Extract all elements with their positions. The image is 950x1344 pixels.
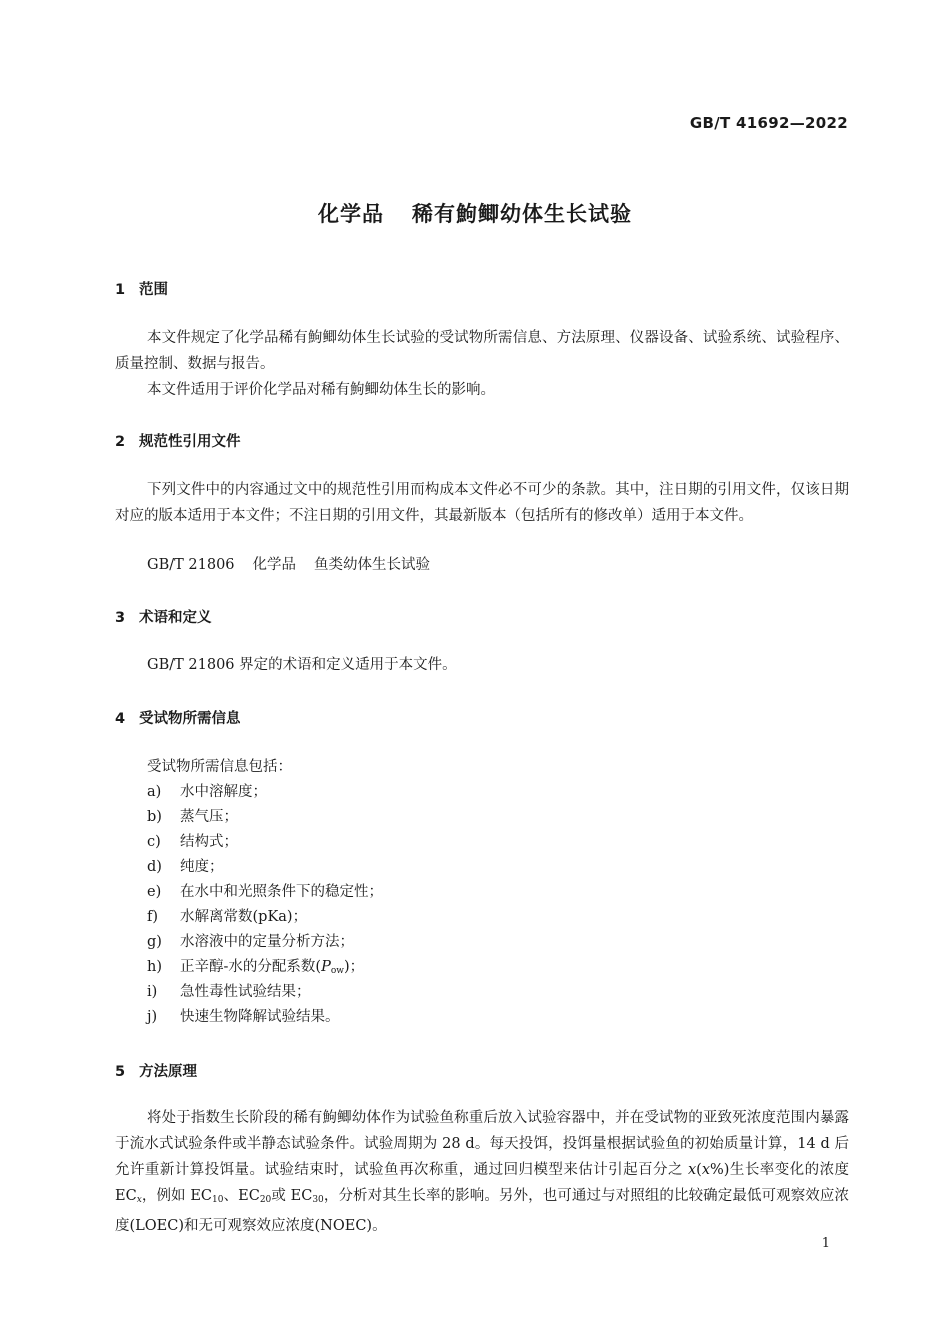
section-number: 4 xyxy=(115,711,126,727)
symbol-p: P xyxy=(321,959,331,975)
principle-text-b: ( xyxy=(696,1162,702,1178)
list-item xyxy=(147,979,311,1005)
principle-sep-2: 或 EC xyxy=(271,1188,313,1204)
list-text: 急性毒性试验结果； xyxy=(180,984,311,1000)
list-marker: c) xyxy=(147,834,161,850)
list-text: 蒸气压； xyxy=(180,809,238,825)
symbol-subscript: ow xyxy=(330,966,344,976)
standard-code: GB/T 41692—2022 xyxy=(689,114,848,132)
list-text: 纯度； xyxy=(180,859,224,875)
section-title: 范围 xyxy=(139,282,168,298)
subscript-10: 10 xyxy=(212,1195,224,1205)
section-heading-1 xyxy=(115,278,168,299)
list-text: 快速生物降解试验结果。 xyxy=(180,1009,340,1025)
document-title xyxy=(0,198,950,228)
list-item xyxy=(147,829,238,855)
section-heading-3 xyxy=(115,606,212,627)
reference-title-a: 化学品 xyxy=(252,557,297,573)
section-number: 5 xyxy=(115,1064,126,1080)
list-item xyxy=(147,904,307,930)
list-item xyxy=(147,879,383,905)
terms-paragraph: GB/T 21806 界定的术语和定义适用于本文件。 xyxy=(147,657,457,673)
section-heading-5 xyxy=(115,1060,197,1081)
principle-text-d: ，例如 EC xyxy=(141,1188,212,1204)
reference-code: GB/T 21806 xyxy=(147,557,235,573)
section-title: 规范性引用文件 xyxy=(139,434,241,450)
page-number: 1 xyxy=(821,1236,830,1251)
section-number: 1 xyxy=(115,282,126,298)
list-text: 水溶液中的定量分析方法； xyxy=(180,934,354,950)
list-marker: i) xyxy=(147,984,158,1000)
title-part-2: 稀有鮈鲫幼体生长试验 xyxy=(412,202,632,226)
principle-paragraph xyxy=(115,1105,849,1239)
list-marker: h) xyxy=(147,959,162,975)
section-title: 方法原理 xyxy=(139,1064,197,1080)
principle-text-a: 将处于指数生长阶段的稀有鮈鲫幼体作为试验鱼称重后放入试验容器中，并在受试物的亚致死浓度范围内暴露于流水式试验条件或半静态试验条件。试验周期为 28 d。每天投饵，投饵量根据试验鱼的初始质量计算，14 d 后允许重新计算投饵量。试验结束时，试验鱼再次称重，通过回归模型来估计引起百分之 xyxy=(115,1110,849,1178)
list-marker: g) xyxy=(147,934,162,950)
list-marker: b) xyxy=(147,809,162,825)
section-title: 术语和定义 xyxy=(139,610,212,626)
scope-paragraph-1: 本文件规定了化学品稀有鮈鲫幼体生长试验的受试物所需信息、方法原理、仪器设备、试验系统、试验程序、质量控制、数据与报告。 xyxy=(115,330,849,372)
section-number: 2 xyxy=(115,434,126,450)
normative-reference xyxy=(147,552,430,578)
subscript-20: 20 xyxy=(259,1195,272,1205)
list-item xyxy=(147,929,354,955)
list-item xyxy=(147,1004,340,1030)
list-marker: e) xyxy=(147,884,162,900)
scope-paragraph-2: 本文件适用于评价化学品对稀有鮈鲫幼体生长的影响。 xyxy=(147,382,495,398)
title-part-1: 化学品 xyxy=(318,202,384,226)
list-text: 正辛醇-水的分配系数( xyxy=(180,959,322,975)
principle-text-c: %)生长率变化的浓度 EC xyxy=(115,1162,850,1204)
list-text: 在水中和光照条件下的稳定性； xyxy=(180,884,383,900)
section-title: 受试物所需信息 xyxy=(139,711,241,727)
principle-text-e: ，分析对其生长率的影响。另外，也可通过与对照组的比较确定最低可观察效应浓度(LOEC)和无可观察效应浓度(NOEC)。 xyxy=(115,1188,849,1234)
list-item xyxy=(147,779,267,805)
variable-x: x xyxy=(701,1162,711,1178)
section-heading-4 xyxy=(115,707,241,728)
list-text: 水中溶解度； xyxy=(180,784,267,800)
list-text: 水解离常数(pKa)； xyxy=(180,909,308,925)
principle-sep-1: 、EC xyxy=(223,1188,260,1204)
list-marker: f) xyxy=(147,909,159,925)
list-item xyxy=(147,804,238,830)
list-marker: a) xyxy=(147,784,162,800)
section-heading-2 xyxy=(115,430,241,451)
list-marker: j) xyxy=(147,1009,158,1025)
list-marker: d) xyxy=(147,859,162,875)
section-number: 3 xyxy=(115,610,126,626)
list-text: 结构式； xyxy=(180,834,238,850)
list-item xyxy=(147,854,224,880)
subscript-x: x xyxy=(136,1195,142,1205)
subscript-30: 30 xyxy=(312,1195,324,1205)
normative-paragraph: 下列文件中的内容通过文中的规范性引用而构成本文件必不可少的条款。其中，注日期的引用文件，仅该日期对应的版本适用于本文件；不注日期的引用文件，其最新版本（包括所有的修改单）适用于本文件。 xyxy=(115,482,849,524)
info-intro: 受试物所需信息包括： xyxy=(147,759,292,775)
list-text-after: )； xyxy=(343,959,365,975)
variable-x: x xyxy=(687,1162,697,1178)
reference-title-b: 鱼类幼体生长试验 xyxy=(314,557,431,573)
